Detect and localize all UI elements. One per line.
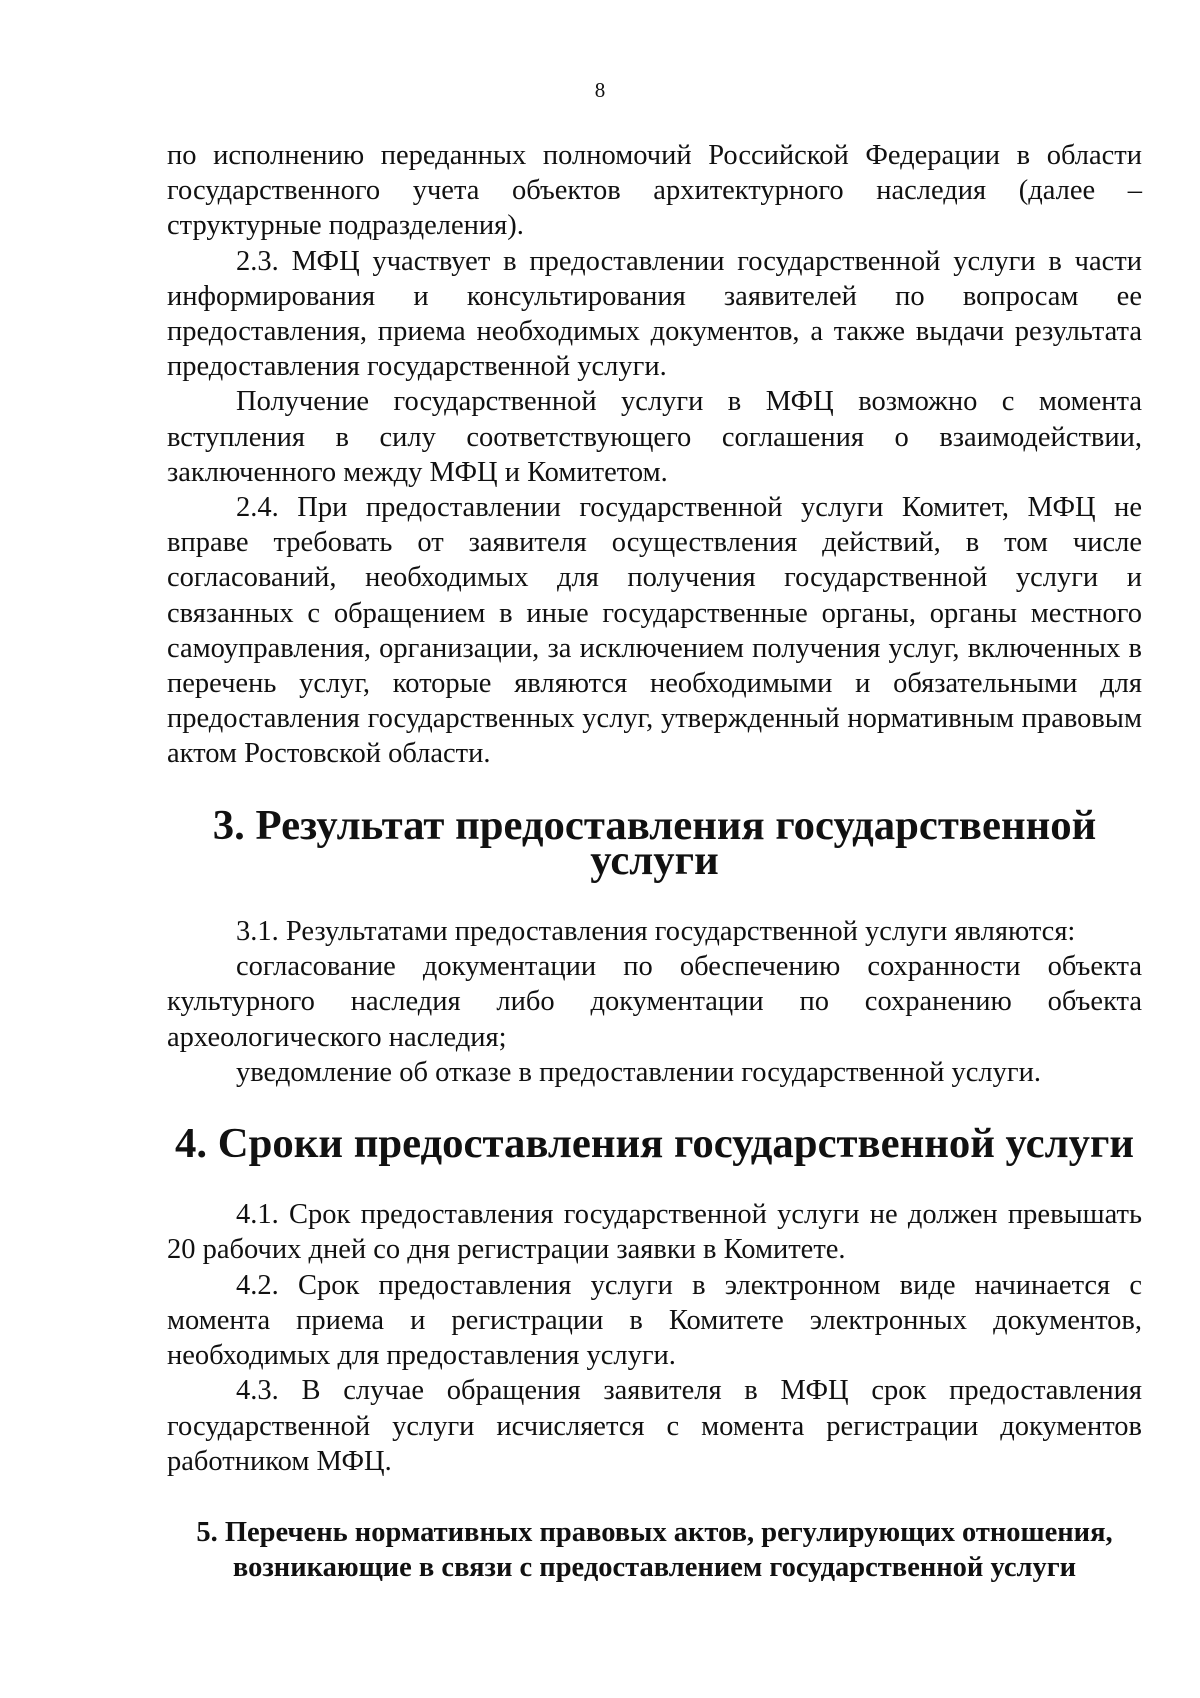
paragraph-result-refusal: уведомление об отказе в предоставлении государственной услуги. bbox=[236, 1056, 1041, 1088]
section-5-heading bbox=[167, 1515, 1142, 1585]
paragraph-continuation: по исполнению переданных полномочий Российской Федерации в области государственного учета объектов архитектурного наследия (далее – структурные подразделения). bbox=[167, 140, 1142, 242]
page-number: 8 bbox=[594, 78, 606, 102]
section-3-heading: 3. Результат предоставления государственной услуги bbox=[212, 801, 1097, 884]
paragraph-result-approval: согласование документации по обеспечению сохранности объекта культурного наследия либо документации по сохранению объекта археологического наследия; bbox=[167, 951, 1142, 1053]
section-4-heading: 4. Сроки предоставления государственной услуги bbox=[175, 1120, 1134, 1168]
paragraph-2-4: 2.4. При предоставлении государственной услуги Комитет, МФЦ не вправе требовать от заявителя осуществления действий, в том числе согласований, необходимых для получения государственной услуги и связанных с обращением в иные государственные органы, органы местного самоуправления, организации, за исключением получения услуг, включенных в перечень услуг, которые являются необходимыми и обязательными для предоставления государственных услуг, утвержденный нормативным правовым актом Ростовской области. bbox=[167, 492, 1142, 770]
section-5-heading-line-1: 5. Перечень нормативных правовых актов, регулирующих отношения, bbox=[196, 1516, 1113, 1548]
paragraph-mfc-agreement: Получение государственной услуги в МФЦ возможно с момента вступления в силу соответствующего соглашения о взаимодействии, заключенного между МФЦ и Комитетом. bbox=[167, 386, 1142, 488]
paragraph-3-1: 3.1. Результатами предоставления государственной услуги являются: bbox=[236, 916, 1076, 948]
section-5-heading-line-2: возникающие в связи с предоставлением государственной услуги bbox=[232, 1552, 1077, 1584]
paragraph-4-2: 4.2. Срок предоставления услуги в электронном виде начинается с момента приема и регистрации в Комитете электронных документов, необходимых для предоставления услуги. bbox=[167, 1269, 1142, 1372]
paragraph-4-1: 4.1. Срок предоставления государственной услуги не должен превышать 20 рабочих дней со дня регистрации заявки в Комитете. bbox=[167, 1199, 1142, 1266]
document-body bbox=[167, 138, 1142, 1585]
paragraph-2-3: 2.3. МФЦ участвует в предоставлении государственной услуги в части информирования и консультирования заявителей по вопросам ее предоставления, приема необходимых документов, а также выдачи результата предоставления государственной услуги. bbox=[167, 245, 1142, 383]
paragraph-4-3: 4.3. В случае обращения заявителя в МФЦ срок предоставления государственной услуги исчисляется с момента регистрации документов работником МФЦ. bbox=[167, 1375, 1142, 1477]
